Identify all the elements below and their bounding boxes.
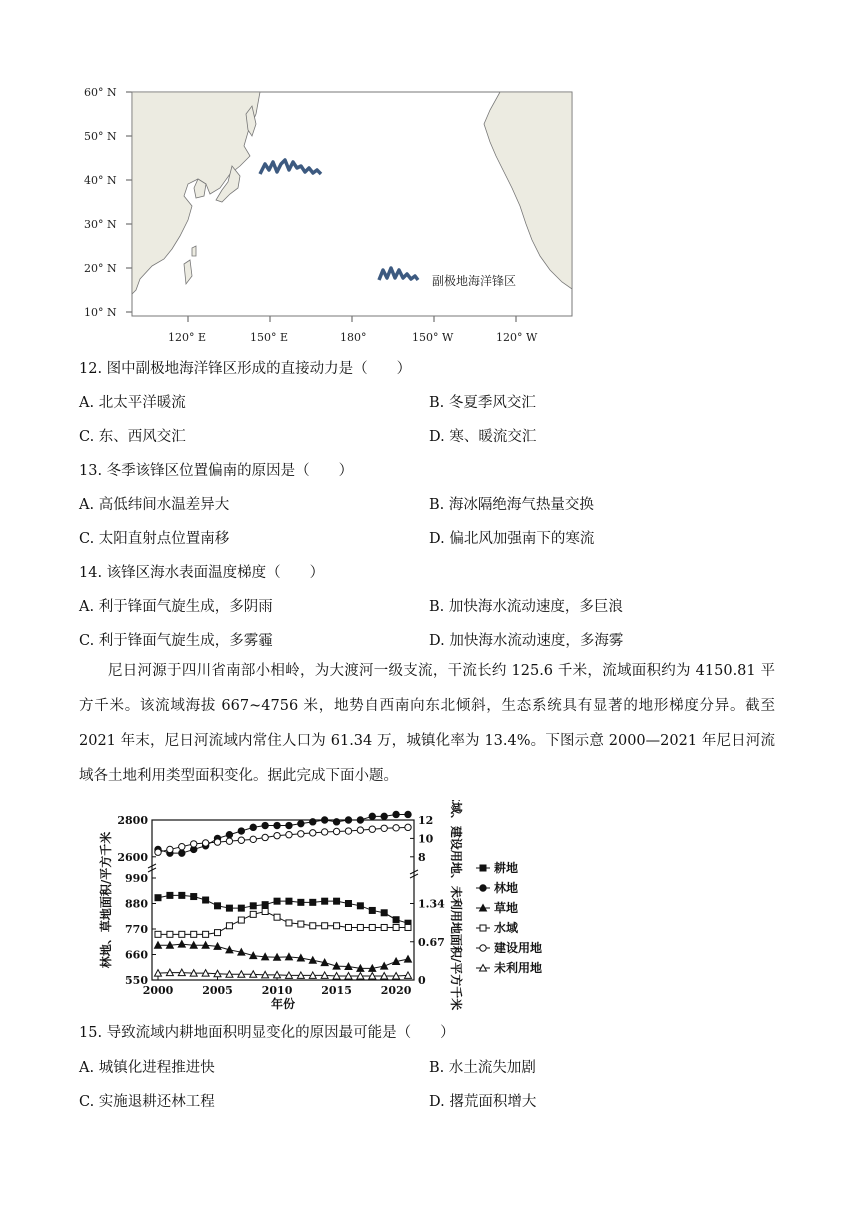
data-point bbox=[381, 963, 388, 970]
q13-option-a[interactable]: A. 高低纬间水温差异大 bbox=[79, 497, 230, 513]
data-point bbox=[357, 817, 363, 823]
data-point bbox=[274, 898, 280, 904]
q14-option-b[interactable]: B. 加快海水流动速度，多巨浪 bbox=[429, 599, 623, 615]
data-point bbox=[321, 817, 327, 823]
data-point bbox=[167, 846, 173, 852]
lat-label: 10° N bbox=[84, 306, 117, 319]
data-point bbox=[238, 917, 244, 923]
data-point bbox=[274, 832, 280, 838]
question-15-stem: 15. 导致流域内耕地面积明显变化的原因最可能是（ ） bbox=[79, 1025, 455, 1041]
data-point bbox=[334, 923, 340, 929]
question-14-stem: 14. 该锋区海水表面温度梯度（ ） bbox=[79, 565, 325, 581]
data-point bbox=[310, 923, 316, 929]
lon-label: 150° W bbox=[412, 331, 454, 344]
data-point bbox=[167, 931, 173, 937]
x-tick-label: 2020 bbox=[380, 984, 412, 997]
data-point bbox=[203, 931, 209, 937]
land-use-chart bbox=[96, 800, 556, 1015]
data-point bbox=[322, 923, 328, 929]
legend-marker bbox=[480, 885, 486, 891]
data-point bbox=[333, 828, 339, 834]
data-point bbox=[214, 839, 220, 845]
question-13-stem: 13. 冬季该锋区位置偏南的原因是（ ） bbox=[79, 463, 354, 479]
land-use-chart-svg bbox=[96, 800, 556, 1015]
y-tick-label-left: 990 bbox=[125, 872, 148, 885]
y-axis-label-left: 林地、草地面积/平方千米 bbox=[99, 831, 113, 969]
q14-option-a[interactable]: A. 利于锋面气旋生成，多阴雨 bbox=[79, 599, 273, 615]
lon-label: 150° E bbox=[250, 331, 289, 344]
data-point bbox=[369, 826, 375, 832]
data-point bbox=[369, 907, 375, 913]
data-point bbox=[286, 832, 292, 838]
data-point bbox=[405, 956, 412, 963]
legend-marker bbox=[480, 865, 486, 871]
map-legend: 副极地海洋锋区 bbox=[432, 274, 517, 288]
lon-label: 120° W bbox=[496, 331, 538, 344]
data-point bbox=[357, 827, 363, 833]
data-point bbox=[298, 820, 304, 826]
data-point bbox=[334, 898, 340, 904]
lat-label: 20° N bbox=[84, 262, 117, 275]
legend-marker bbox=[480, 945, 486, 951]
data-point bbox=[203, 897, 209, 903]
lon-label: 120° E bbox=[168, 331, 207, 344]
data-point bbox=[274, 822, 280, 828]
data-point bbox=[381, 825, 387, 831]
data-point bbox=[250, 911, 256, 917]
data-point bbox=[226, 838, 232, 844]
data-point bbox=[310, 819, 316, 825]
data-point bbox=[250, 836, 256, 842]
data-point bbox=[274, 914, 280, 920]
data-point bbox=[155, 931, 161, 937]
q15-option-c[interactable]: C. 实施退耕还林工程 bbox=[79, 1094, 215, 1110]
q13-option-d[interactable]: D. 偏北风加强南下的寒流 bbox=[429, 531, 595, 547]
data-point bbox=[179, 850, 185, 856]
x-tick-label: 2005 bbox=[202, 984, 233, 997]
q15-option-d[interactable]: D. 撂荒面积增大 bbox=[429, 1094, 537, 1110]
y-tick-label-right: 12 bbox=[418, 814, 434, 827]
data-point bbox=[179, 931, 185, 937]
data-point bbox=[238, 837, 244, 843]
data-point bbox=[179, 843, 185, 849]
data-point bbox=[345, 828, 351, 834]
data-point bbox=[405, 924, 411, 930]
q15-option-a[interactable]: A. 城镇化进程推进快 bbox=[79, 1060, 215, 1076]
reading-passage: 尼日河源于四川省南部小相岭，为大渡河一级支流，干流长约 125.6 千米，流域面积约为 4150.81 平方千米。该流域海拔 667~4756 米，地势自西南向东北倾斜，生态系统具有显著的地形梯度分异。截至 2021 年末，尼日河流域内常住人口为 61.34 万，城镇化率为 13.4%。下图示意 2000—2021 年尼日河流域各土地利用类型面积变化。据此完成下面小题。 bbox=[79, 663, 775, 784]
data-point bbox=[262, 902, 268, 908]
data-point bbox=[393, 924, 399, 930]
x-tick-label: 2010 bbox=[261, 984, 293, 997]
q12-option-d[interactable]: D. 寒、暖流交汇 bbox=[429, 429, 537, 445]
pacific-map bbox=[80, 84, 580, 348]
data-point bbox=[357, 924, 363, 930]
data-point bbox=[298, 831, 304, 837]
data-point bbox=[191, 841, 197, 847]
legend-label: 林地 bbox=[494, 881, 519, 895]
q12-option-a[interactable]: A. 北太平洋暖流 bbox=[79, 395, 186, 411]
data-point bbox=[167, 892, 173, 898]
data-point bbox=[286, 920, 292, 926]
data-point bbox=[155, 895, 161, 901]
lat-label: 40° N bbox=[84, 174, 117, 187]
data-point bbox=[333, 819, 339, 825]
y-axis-label-right: 水域、建设用地、未利用地面积/平方千米 bbox=[449, 800, 463, 1011]
data-point bbox=[262, 822, 268, 828]
y-tick-label-right: 0.67 bbox=[418, 935, 445, 949]
data-point bbox=[262, 908, 268, 914]
y-tick-label-left: 660 bbox=[125, 948, 148, 962]
y-tick-label-right: 1.34 bbox=[418, 897, 445, 911]
q12-option-b[interactable]: B. 冬夏季风交汇 bbox=[429, 395, 536, 411]
q13-option-b[interactable]: B. 海冰隔绝海气热量交换 bbox=[429, 497, 594, 513]
legend-label: 未利用地 bbox=[494, 961, 543, 975]
y-tick-label-right: 10 bbox=[418, 832, 434, 846]
x-axis-label: 年份 bbox=[270, 997, 296, 1011]
data-point bbox=[357, 903, 363, 909]
legend-label: 水域 bbox=[494, 921, 519, 935]
data-point bbox=[298, 899, 304, 905]
map-figure bbox=[80, 84, 580, 348]
data-point bbox=[286, 822, 292, 828]
question-12-stem: 12. 图中副极地海洋锋区形成的直接动力是（ ） bbox=[79, 361, 412, 377]
data-point bbox=[322, 898, 328, 904]
data-point bbox=[191, 931, 197, 937]
data-point bbox=[226, 905, 232, 911]
data-point bbox=[405, 811, 411, 817]
data-point bbox=[298, 921, 304, 927]
data-point bbox=[381, 910, 387, 916]
data-point bbox=[155, 849, 161, 855]
q12-option-c[interactable]: C. 东、西风交汇 bbox=[79, 429, 186, 445]
q14-option-d[interactable]: D. 加快海水流动速度，多海雾 bbox=[429, 633, 624, 649]
data-point bbox=[345, 817, 351, 823]
y-tick-label-left: 2600 bbox=[117, 850, 148, 864]
lat-label: 60° N bbox=[84, 86, 117, 99]
data-point bbox=[226, 923, 232, 929]
data-point bbox=[238, 828, 244, 834]
data-point bbox=[310, 830, 316, 836]
lat-label: 30° N bbox=[84, 218, 117, 231]
lon-label: 180° bbox=[340, 331, 367, 344]
data-point bbox=[179, 892, 185, 898]
data-point bbox=[393, 811, 399, 817]
data-point bbox=[310, 899, 316, 905]
data-point bbox=[286, 898, 292, 904]
data-point bbox=[238, 905, 244, 911]
x-tick-label: 2000 bbox=[142, 984, 174, 997]
q14-option-c[interactable]: C. 利于锋面气旋生成，多雾霾 bbox=[79, 633, 273, 649]
x-tick-label: 2015 bbox=[321, 984, 352, 997]
data-point bbox=[262, 834, 268, 840]
data-point bbox=[202, 840, 208, 846]
legend-label: 建设用地 bbox=[494, 941, 543, 955]
data-point bbox=[321, 829, 327, 835]
q13-option-c[interactable]: C. 太阳直射点位置南移 bbox=[79, 531, 230, 547]
data-point bbox=[215, 903, 221, 909]
data-point bbox=[369, 813, 375, 819]
y-tick-label-left: 880 bbox=[125, 897, 148, 911]
lat-label: 50° N bbox=[84, 130, 117, 143]
data-point bbox=[405, 824, 411, 830]
legend-label: 草地 bbox=[494, 901, 519, 915]
y-tick-label-left: 770 bbox=[125, 923, 148, 936]
y-tick-label-left: 2800 bbox=[117, 814, 148, 827]
data-point bbox=[250, 824, 256, 830]
data-point bbox=[381, 813, 387, 819]
data-point bbox=[215, 930, 221, 936]
legend-marker bbox=[480, 925, 486, 931]
data-point bbox=[250, 903, 256, 909]
data-point bbox=[226, 832, 232, 838]
q15-option-b[interactable]: B. 水土流失加剧 bbox=[429, 1060, 536, 1076]
y-tick-label-right: 8 bbox=[418, 850, 426, 864]
y-tick-label-left: 550 bbox=[125, 974, 148, 987]
data-point bbox=[191, 894, 197, 900]
data-point bbox=[345, 901, 351, 907]
y-tick-label-right: 0 bbox=[418, 974, 426, 987]
data-point bbox=[393, 825, 399, 831]
taiwan bbox=[192, 246, 196, 256]
data-point bbox=[381, 924, 387, 930]
data-point bbox=[345, 924, 351, 930]
data-point bbox=[369, 924, 375, 930]
legend-label: 耕地 bbox=[494, 861, 519, 875]
data-point bbox=[393, 917, 399, 923]
